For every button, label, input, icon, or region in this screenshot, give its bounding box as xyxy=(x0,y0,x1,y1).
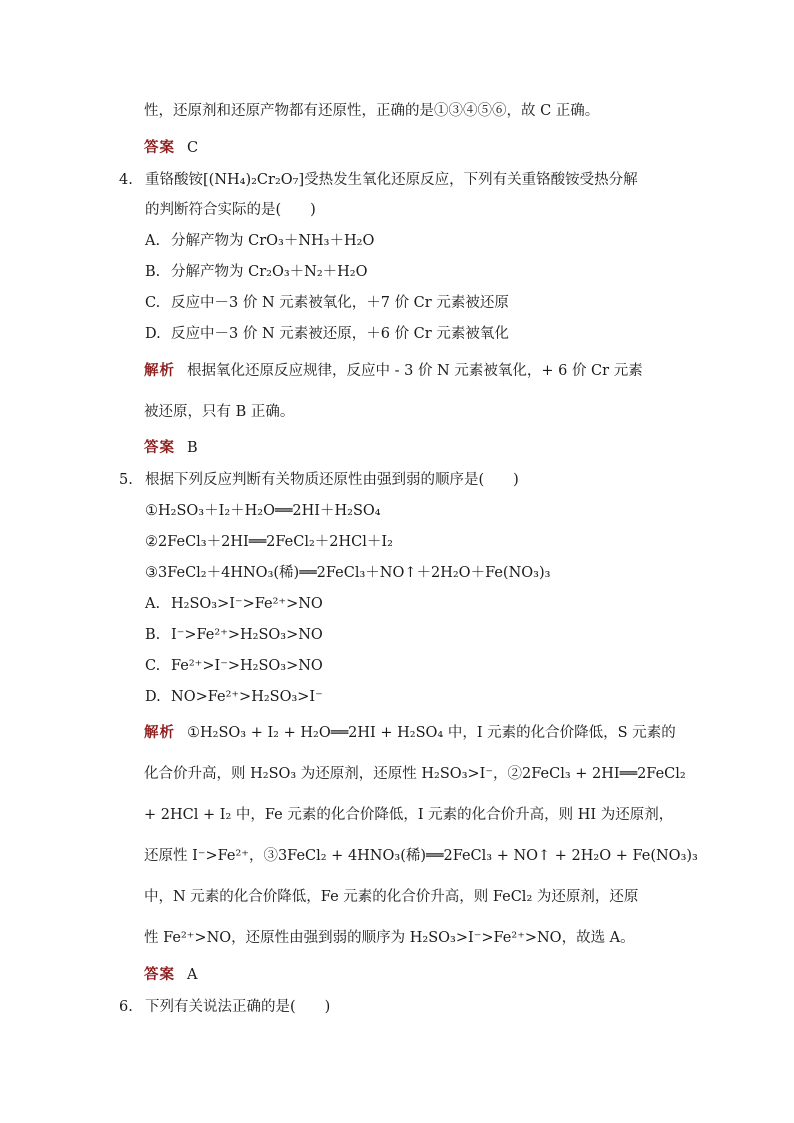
explanation-text: 根据氧化还原反应规律，反应中 - 3 价 N 元素被氧化，+ 6 价 Cr 元素 xyxy=(187,363,643,379)
option-d xyxy=(145,687,323,707)
option-text: I⁻>Fe²⁺>H₂SO₃>NO xyxy=(171,627,323,643)
reaction-3: ③3FeCl₂＋4HNO₃(稀)══2FeCl₃＋NO↑＋2H₂O＋Fe(NO₃)₃ xyxy=(145,565,551,581)
answer-value: A xyxy=(187,967,198,983)
question-text: 重铬酸铵[(NH₄)₂Cr₂O₇]受热发生氧化还原反应，下列有关重铬酸铵受热分解 xyxy=(145,172,638,188)
question-number: 4. xyxy=(119,172,133,188)
option-key: D. xyxy=(145,689,161,705)
answer-value: C xyxy=(187,140,199,156)
option-text: 分解产物为 CrO₃＋NH₃＋H₂O xyxy=(171,233,375,249)
answer-line xyxy=(144,138,198,158)
option-text: H₂SO₃>I⁻>Fe²⁺>NO xyxy=(171,596,323,612)
option-text: 反应中－3 价 N 元素被还原，＋6 价 Cr 元素被氧化 xyxy=(171,326,509,342)
answer-label: 答案 xyxy=(144,966,175,983)
text-line: 性，还原剂和还原产物都有还原性，正确的是①③④⑤⑥，故 C 正确。 xyxy=(144,103,600,119)
explanation-text: 中，N 元素的化合价降低，Fe 元素的化合价升高，则 FeCl₂ 为还原剂，还原 xyxy=(144,889,639,905)
question-text: 的判断符合实际的是( ) xyxy=(145,202,316,218)
option-key: A. xyxy=(145,596,161,612)
option-key: A. xyxy=(145,233,161,249)
answer-line xyxy=(144,438,198,458)
option-b xyxy=(145,625,323,645)
option-text: 分解产物为 Cr₂O₃＋N₂＋H₂O xyxy=(171,264,368,280)
question-text: 下列有关说法正确的是( ) xyxy=(145,999,331,1015)
option-a xyxy=(145,594,323,614)
option-text: NO>Fe²⁺>H₂SO₃>I⁻ xyxy=(171,689,323,705)
option-b xyxy=(145,262,368,282)
explanation-text: ①H₂SO₃ + I₂ + H₂O══2HI + H₂SO₄ 中，I 元素的化合价降低，S 元素的 xyxy=(187,725,676,741)
option-key: B. xyxy=(145,627,161,643)
explanation-label: 解析 xyxy=(144,724,175,741)
explanation-text: 化合价升高，则 H₂SO₃ 为还原剂，还原性 H₂SO₃>I⁻，②2FeCl₃ + 2HI══2FeCl₂ xyxy=(144,766,686,782)
explanation-text: 性 Fe²⁺>NO，还原性由强到弱的顺序为 H₂SO₃>I⁻>Fe²⁺>NO，故选 A。 xyxy=(144,930,635,946)
explanation-line xyxy=(144,723,676,743)
explanation-line xyxy=(144,361,643,381)
option-key: B. xyxy=(145,264,161,280)
question-number: 5. xyxy=(119,472,133,488)
question-number: 6. xyxy=(119,999,133,1015)
answer-label: 答案 xyxy=(144,139,175,156)
option-key: C. xyxy=(145,295,161,311)
option-d xyxy=(145,324,509,344)
option-text: 反应中－3 价 N 元素被氧化，＋7 价 Cr 元素被还原 xyxy=(171,295,509,311)
option-key: C. xyxy=(145,658,161,674)
option-c xyxy=(145,656,323,676)
answer-label: 答案 xyxy=(144,439,175,456)
explanation-text: + 2HCl + I₂ 中，Fe 元素的化合价降低，I 元素的化合价升高，则 HI 为还原剂， xyxy=(144,807,674,823)
explanation-text: 被还原，只有 B 正确。 xyxy=(144,404,295,420)
option-text: Fe²⁺>I⁻>H₂SO₃>NO xyxy=(171,658,323,674)
explanation-label: 解析 xyxy=(144,362,175,379)
answer-value: B xyxy=(187,440,198,456)
question-6 xyxy=(119,997,330,1017)
option-c xyxy=(145,293,509,313)
option-a xyxy=(145,231,374,251)
answer-line xyxy=(144,965,197,985)
option-key: D. xyxy=(145,326,161,342)
reaction-1: ①H₂SO₃＋I₂＋H₂O══2HI＋H₂SO₄ xyxy=(145,503,381,519)
question-4 xyxy=(119,170,638,190)
question-text: 根据下列反应判断有关物质还原性由强到弱的顺序是( ) xyxy=(145,472,519,488)
reaction-2: ②2FeCl₃＋2HI══2FeCl₂＋2HCl＋I₂ xyxy=(145,534,393,550)
explanation-text: 还原性 I⁻>Fe²⁺，③3FeCl₂ + 4HNO₃(稀)══2FeCl₃ + NO↑ + 2H₂O + Fe(NO₃)₃ xyxy=(144,848,698,864)
question-5 xyxy=(119,470,519,490)
